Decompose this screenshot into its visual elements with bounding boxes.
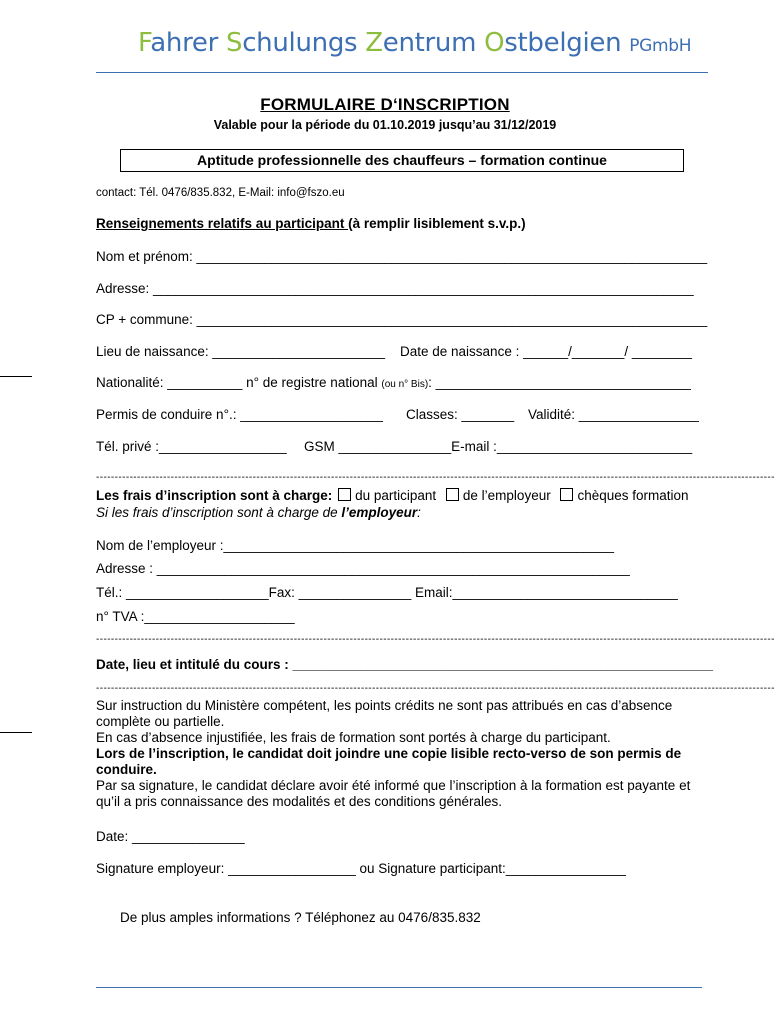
logo-initial: S xyxy=(225,28,243,58)
date-field[interactable]: Date: _______________ xyxy=(96,829,245,844)
course-type-box: Aptitude professionnelle des chauffeurs – formation continue xyxy=(120,149,684,172)
logo-word: stbelgien xyxy=(504,28,622,58)
option-employer-label: de l’employeur xyxy=(462,488,551,503)
section-separator: -------------------------------------------------------------------------------------------------------------------------------------------------------------------------------------- xyxy=(96,472,775,483)
checkbox-employer[interactable] xyxy=(446,488,459,501)
birthdate-field[interactable]: Date de naissance : ______/_______/ ________ xyxy=(400,344,692,359)
info-paragraph: Par sa signature, le candidat déclare avoir été informé que l’inscription à la formation est payante et qu’il a pris connaissance des modalités et des conditions générales. xyxy=(96,778,691,809)
logo-suffix: PGmbH xyxy=(629,36,692,56)
logo-word: entrum xyxy=(382,28,477,58)
signature-field[interactable]: Signature employeur: _________________ ou Signature participant:________________ xyxy=(96,861,626,876)
header-divider xyxy=(96,72,708,73)
option-vouchers-label: chèques formation xyxy=(577,488,689,503)
logo-word: chulungs xyxy=(242,28,358,58)
logo-initial: O xyxy=(484,28,505,58)
gsm-email-field[interactable]: GSM _______________E-mail :__________________________ xyxy=(304,439,693,454)
option-participant-label: du participant xyxy=(355,488,437,503)
logo-word: ahrer xyxy=(150,28,218,58)
address-field[interactable]: Adresse: ________________________________________________________________________ xyxy=(96,281,694,296)
employer-phone-field[interactable]: Tél.: ___________________Fax: _______________ Email:______________________________ xyxy=(96,585,678,600)
postcode-field[interactable]: CP + commune: ____________________________________________________________________ xyxy=(96,312,708,327)
logo-initial: F xyxy=(138,28,151,58)
employer-address-field[interactable]: Adresse : _______________________________________________________________ xyxy=(96,561,630,576)
costs-label: Les frais d’inscription sont à charge: xyxy=(96,488,333,503)
employer-note-suffix: : xyxy=(417,505,421,520)
info-paragraph: Sur instruction du Ministère compétent, les points crédits ne sont pas attribués en cas d’absence complète ou partielle. xyxy=(96,698,673,729)
license-field[interactable]: Permis de conduire n°.: ___________________ xyxy=(96,407,383,422)
footer-info: De plus amples informations ? Téléphonez au 0476/835.832 xyxy=(120,910,481,925)
section-separator: -------------------------------------------------------------------------------------------------------------------------------------------------------------------------------------- xyxy=(96,683,775,694)
nationality-row[interactable] xyxy=(96,375,691,390)
fold-mark xyxy=(0,732,32,733)
registry-field[interactable]: : __________________________________ xyxy=(428,375,691,390)
course-label: Date, lieu et intitulé du cours : xyxy=(96,657,293,672)
private-phone-field[interactable]: Tél. privé :_________________ xyxy=(96,439,287,454)
license-validity-field[interactable]: Validité: ________________ xyxy=(528,407,699,422)
fold-mark xyxy=(0,376,32,377)
costs-row xyxy=(96,488,689,503)
birthplace-field[interactable]: Lieu de naissance: _______________________ xyxy=(96,344,386,359)
employer-note-text: Si les frais d’inscription sont à charge de xyxy=(96,505,342,520)
employer-note-bold: l’employeur xyxy=(341,505,418,520)
footer-divider xyxy=(96,987,702,988)
participant-heading: Renseignements relatifs au participant xyxy=(96,216,349,231)
participant-section xyxy=(96,216,526,231)
employer-name-field[interactable]: Nom de l’employeur :____________________________________________________ xyxy=(96,538,614,553)
section-separator: -------------------------------------------------------------------------------------------------------------------------------------------------------------------------------------- xyxy=(96,634,775,645)
classes-field[interactable]: Classes: _______ xyxy=(406,407,515,422)
contact-line: contact: Tél. 0476/835.832, E-Mail: info@fszo.eu xyxy=(96,187,345,199)
info-paragraph-bold: Lors de l’inscription, le candidat doit joindre une copie lisible recto-verso de son permis de conduire. xyxy=(96,746,682,777)
course-field[interactable]: ________________________________________________________ xyxy=(292,657,713,672)
info-paragraph: En cas d’absence injustifiée, les frais de formation sont portés à charge du participant. xyxy=(96,730,611,745)
checkbox-participant[interactable] xyxy=(338,488,351,501)
course-row[interactable] xyxy=(96,657,713,672)
checkbox-vouchers[interactable] xyxy=(560,488,573,501)
info-block xyxy=(96,698,708,810)
vat-field[interactable]: n° TVA :____________________ xyxy=(96,609,295,624)
nationality-field[interactable]: Nationalité: __________ n° de registre national xyxy=(96,375,382,390)
logo-initial: Z xyxy=(365,28,383,58)
employer-note xyxy=(96,505,421,520)
name-field[interactable]: Nom et prénom: ____________________________________________________________________ xyxy=(96,249,708,264)
form-validity: Valable pour la période du 01.10.2019 jusqu’au 31/12/2019 xyxy=(213,118,557,132)
registry-note: (ou n° Bis) xyxy=(381,379,429,390)
form-title: FORMULAIRE D‘INSCRIPTION xyxy=(260,95,510,114)
participant-heading-note: (à remplir lisiblement s.v.p.) xyxy=(348,216,526,231)
company-logo xyxy=(138,28,691,58)
